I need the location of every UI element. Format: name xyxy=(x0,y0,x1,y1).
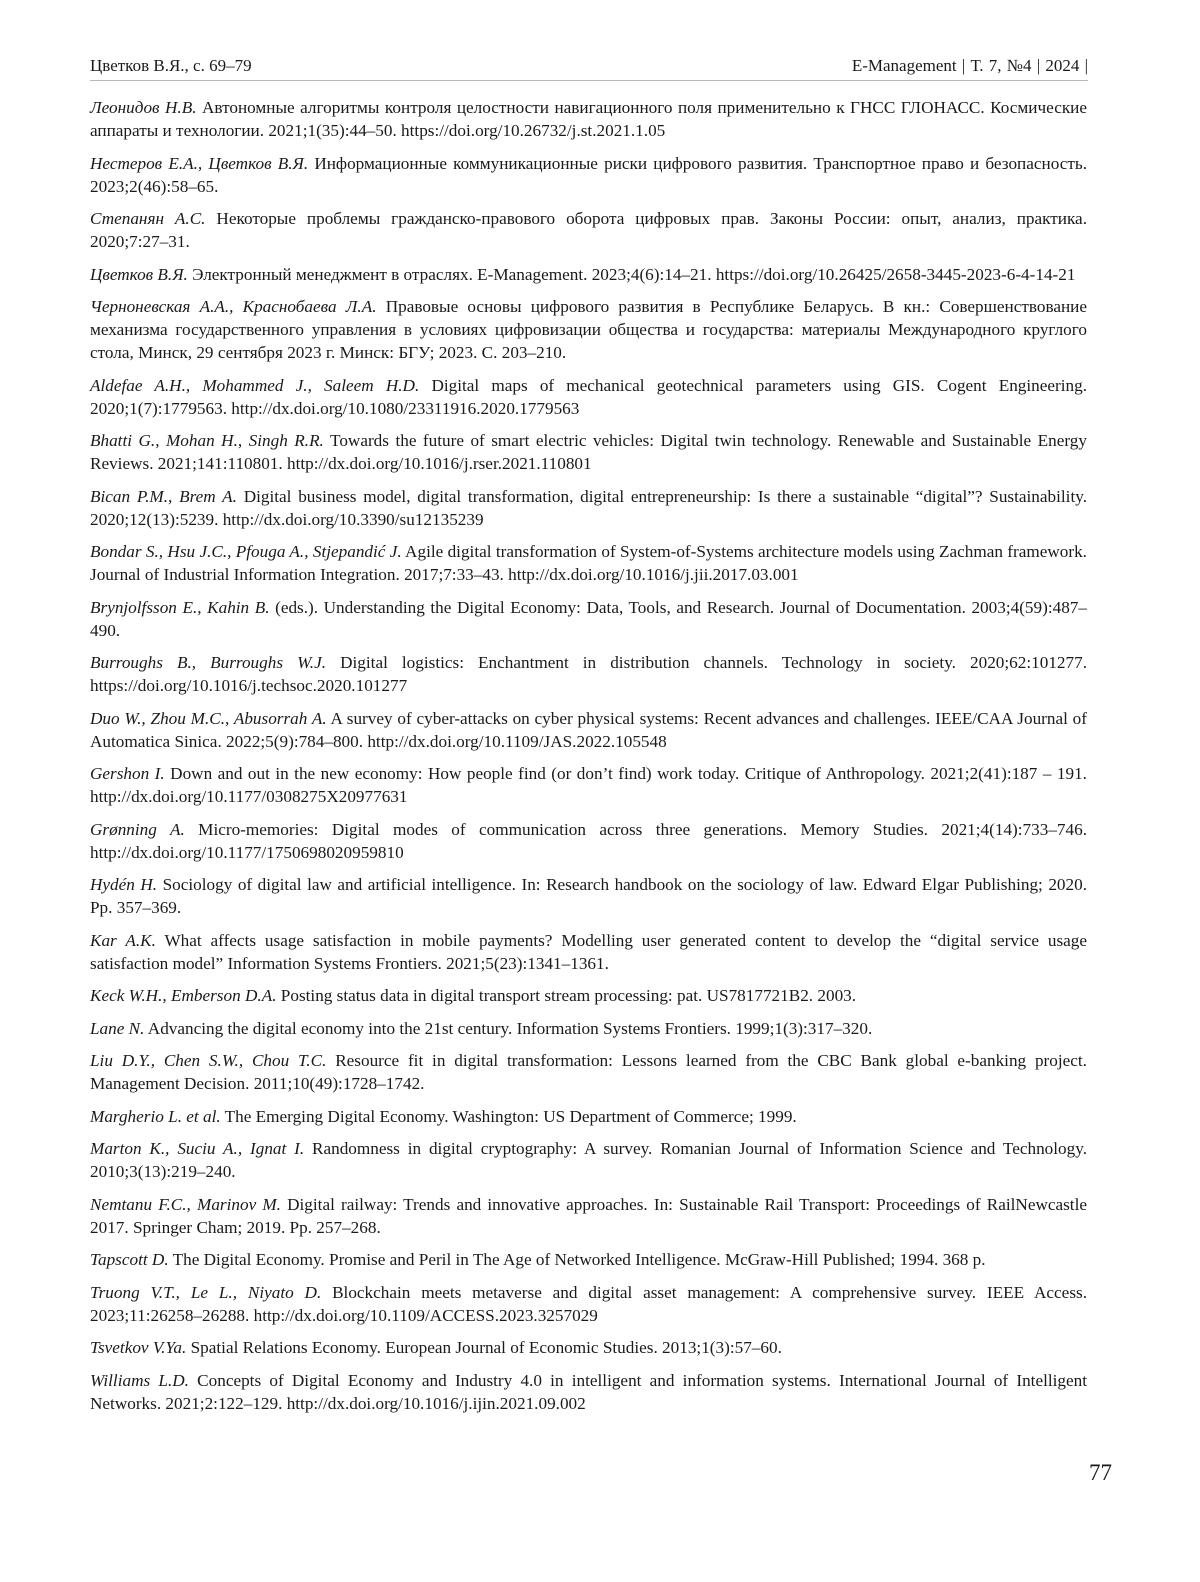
reference-item xyxy=(90,207,1087,253)
reference-authors: Степанян А.С. xyxy=(90,209,206,228)
reference-text: Agile digital transformation of System-of-Systems architecture models using Zachman framework. Journal of Industrial Information Integration. 2017;7:33–43. http://dx.doi.org/10.1016/j.jii.2017.03.001 xyxy=(90,542,1087,584)
reference-item xyxy=(90,1193,1087,1239)
reference-text: Некоторые проблемы гражданско-правового оборота цифровых прав. Законы России: опыт, анализ, практика. 2020;7:27–31. xyxy=(90,209,1087,251)
reference-text: Digital maps of mechanical geotechnical parameters using GIS. Cogent Engineering. 2020;1(7):1779563. http://dx.doi.org/10.1080/23311916.2020.1779563 xyxy=(90,375,1088,418)
reference-text: Автономные алгоритмы контроля целостности навигационного поля применительно к ГНСС ГЛОНАСС. Космические аппараты и технологии. 2021;1(35):44–50. https://doi.org/10.26732/j.st.2021.1.05 xyxy=(90,98,1088,140)
reference-item xyxy=(90,929,1087,975)
page-number: 77 xyxy=(1089,1460,1112,1485)
reference-authors: Aldefae A.H., Mohammed J., Saleem H.D. xyxy=(90,375,420,395)
reference-item xyxy=(90,540,1087,586)
reference-item xyxy=(90,374,1087,420)
reference-item xyxy=(90,152,1087,198)
reference-item xyxy=(90,1137,1087,1183)
reference-authors: Hydén H. xyxy=(90,875,158,894)
reference-authors: Нестеров Е.А., Цветков В.Я. xyxy=(90,153,309,173)
reference-item xyxy=(90,1017,1087,1040)
reference-text: Информационные коммуникационные риски цифрового развития. Транспортное право и безопасность. 2023;2(46):58–65. xyxy=(90,153,1087,196)
reference-text: A survey of cyber-attacks on cyber physical systems: Recent advances and challenges. IEEE/CAA Journal of Automatica Sinica. 2022;5(9):784–800. http://dx.doi.org/10.1109/JAS.2022.105548 xyxy=(90,708,1087,751)
reference-text: Micro-memories: Digital modes of communication across three generations. Memory Studies. 2021;4(14):733–746. http://dx.doi.org/10.1177/1750698020959810 xyxy=(90,819,1087,862)
reference-text: Digital logistics: Enchantment in distribution channels. Technology in society. 2020;62:101277. https://doi.org/10.1016/j.techsoc.2020.101277 xyxy=(90,653,1087,695)
reference-text: The Digital Economy. Promise and Peril in The Age of Networked Intelligence. McGraw-Hill Published; 1994. 368 p. xyxy=(168,1250,986,1269)
reference-item xyxy=(90,873,1087,919)
reference-item xyxy=(90,707,1087,753)
reference-authors: Liu D.Y., Chen S.W., Chou T.C. xyxy=(90,1051,327,1070)
reference-item xyxy=(90,96,1087,142)
reference-authors: Marton K., Suciu A., Ignat I. xyxy=(90,1139,305,1158)
reference-authors: Tsvetkov V.Ya. xyxy=(90,1338,187,1357)
reference-authors: Duo W., Zhou M.C., Abusorrah A. xyxy=(90,708,327,728)
page-header xyxy=(90,56,1088,81)
reference-item xyxy=(90,651,1087,697)
reference-authors: Keck W.H., Emberson D.A. xyxy=(90,986,277,1005)
reference-item xyxy=(90,762,1087,808)
reference-authors: Margherio L. et al. xyxy=(90,1106,221,1126)
reference-authors: Черноневская А.А., Краснобаева Л.А. xyxy=(90,297,377,316)
reference-item xyxy=(90,818,1087,864)
reference-authors: Bondar S., Hsu J.C., Pfouga A., Stjepandić J. xyxy=(90,542,402,561)
reference-text: Digital business model, digital transformation, digital entrepreneurship: Is there a sustainable “digital”? Sustainability. 2020;12(13):5239. http://dx.doi.org/10.3390/su12135239 xyxy=(90,486,1087,529)
reference-authors: Tapscott D. xyxy=(90,1250,169,1269)
reference-authors: Kar A.K. xyxy=(90,930,156,950)
reference-text: (eds.). Understanding the Digital Economy: Data, Tools, and Research. Journal of Documentation. 2003;4(59):487–490. xyxy=(90,597,1087,640)
reference-authors: Gershon I. xyxy=(90,764,165,783)
reference-text: Правовые основы цифрового развития в Республике Беларусь. В кн.: Совершенствование механизма государственного управления в условиях цифровизации общества и государства: материалы Международного круглого стола, Минск, 29 сентября 2023 г. Минск: БГУ; 2023. С. 203–210. xyxy=(90,297,1087,362)
reference-authors: Williams L.D. xyxy=(90,1370,189,1390)
reference-item xyxy=(90,1336,1087,1359)
reference-text: Sociology of digital law and artificial intelligence. In: Research handbook on the sociology of law. Edward Elgar Publishing; 2020. Pp. 357–369. xyxy=(90,875,1087,917)
reference-text: Advancing the digital economy into the 21st century. Information Systems Frontiers. 1999;1(3):317–320. xyxy=(144,1018,873,1038)
reference-item xyxy=(90,429,1087,475)
reference-item xyxy=(90,984,1087,1007)
running-head-journal: E-Management | Т. 7, №4 | 2024 | xyxy=(851,56,1088,75)
reference-item xyxy=(90,1105,1087,1128)
reference-authors: Bican P.M., Brem A. xyxy=(90,486,237,506)
reference-item xyxy=(90,295,1087,364)
reference-text: Blockchain meets metaverse and digital asset management: A comprehensive survey. IEEE Access. 2023;11:26258–26288. http://dx.doi.org/10.1109/ACCESS.2023.3257029 xyxy=(90,1282,1087,1325)
reference-authors: Цветков В.Я. xyxy=(90,264,188,284)
reference-item xyxy=(90,1281,1087,1327)
reference-text: Posting status data in digital transport stream processing: pat. US7817721B2. 2003. xyxy=(276,986,857,1005)
reference-authors: Grønning A. xyxy=(90,819,185,839)
reference-item xyxy=(90,485,1087,531)
reference-authors: Burroughs B., Burroughs W.J. xyxy=(90,653,327,672)
reference-item xyxy=(90,1248,1087,1271)
reference-authors: Bhatti G., Mohan H., Singh R.R. xyxy=(90,431,324,450)
reference-item xyxy=(90,263,1087,286)
reference-text: Concepts of Digital Economy and Industry 4.0 in intelligent and information systems. International Journal of Intelligent Networks. 2021;2:122–129. http://dx.doi.org/10.1016/j.ijin.2021.09.002 xyxy=(90,1370,1087,1413)
reference-item xyxy=(90,596,1087,642)
reference-text: The Emerging Digital Economy. Washington: US Department of Commerce; 1999. xyxy=(220,1106,797,1126)
reference-text: Towards the future of smart electric vehicles: Digital twin technology. Renewable and Sustainable Energy Reviews. 2021;141:110801. http://dx.doi.org/10.1016/j.rser.2021.110801 xyxy=(90,431,1087,473)
reference-authors: Lane N. xyxy=(90,1018,145,1038)
reference-text: Digital railway: Trends and innovative approaches. In: Sustainable Rail Transport: Proceedings of RailNewcastle 2017. Springer Cham; 2019. Pp. 257–268. xyxy=(90,1194,1087,1237)
reference-authors: Nemtanu F.C., Marinov M. xyxy=(90,1194,281,1214)
running-head-authors: Цветков В.Я., с. 69–79 xyxy=(90,56,252,75)
reference-list xyxy=(90,96,1087,1424)
reference-text: Spatial Relations Economy. European Journal of Economic Studies. 2013;1(3):57–60. xyxy=(186,1338,782,1357)
reference-authors: Brynjolfsson E., Kahin B. xyxy=(90,597,270,617)
reference-authors: Truong V.T., Le L., Niyato D. xyxy=(90,1282,322,1302)
reference-text: Электронный менеджмент в отраслях. E-Management. 2023;4(6):14–21. https://doi.org/10.26425/2658-3445-2023-6-4-14-21 xyxy=(187,264,1076,284)
reference-text: What affects usage satisfaction in mobile payments? Modelling user generated content to develop the “digital service usage satisfaction model” Information Systems Frontiers. 2021;5(23):1341–1361. xyxy=(90,930,1087,973)
reference-item xyxy=(90,1049,1087,1095)
reference-text: Resource fit in digital transformation: Lessons learned from the CBC Bank global e-banking project. Management Decision. 2011;10(49):1728–1742. xyxy=(90,1051,1087,1093)
reference-item xyxy=(90,1369,1087,1415)
reference-text: Randomness in digital cryptography: A survey. Romanian Journal of Information Science and Technology. 2010;3(13):219–240. xyxy=(90,1139,1088,1181)
reference-text: Down and out in the new economy: How people find (or don’t find) work today. Critique of Anthropology. 2021;2(41):187 – 191. http://dx.doi.org/10.1177/0308275X20977631 xyxy=(90,764,1087,806)
reference-authors: Леонидов Н.В. xyxy=(90,98,197,117)
